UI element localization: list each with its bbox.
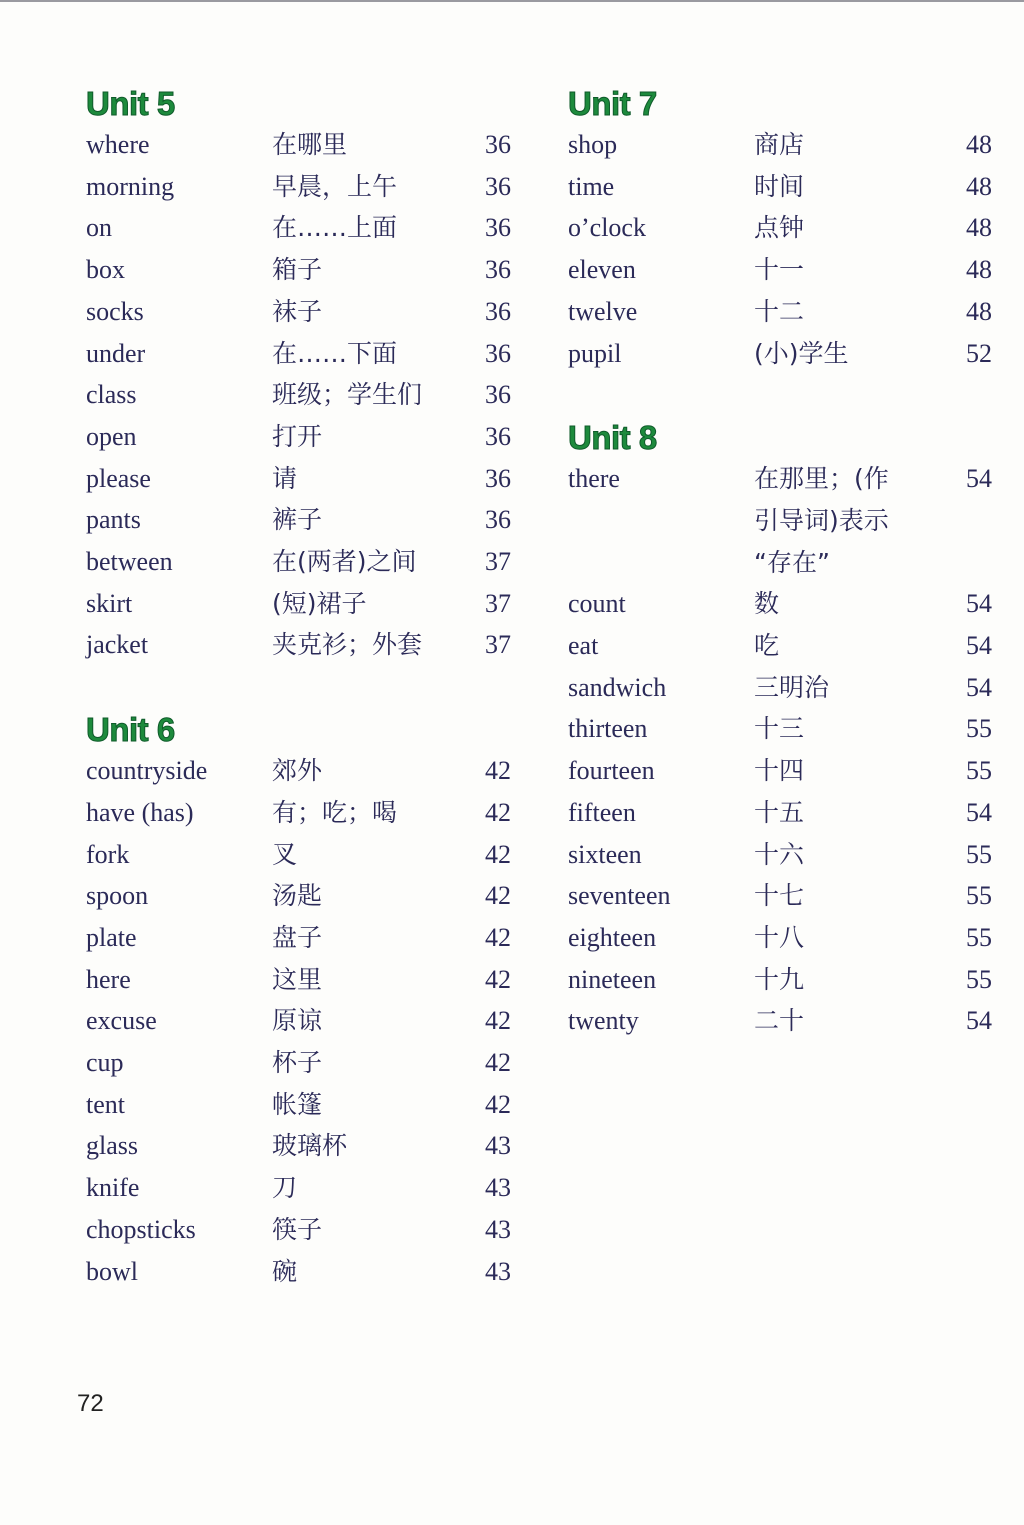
unit-heading: Unit 7: [568, 85, 657, 122]
chinese-meaning: [272, 166, 471, 208]
vocab-entry: [86, 249, 511, 291]
english-word: bowl: [86, 1256, 138, 1286]
page-ref: 54: [966, 631, 992, 661]
english-word: socks: [86, 296, 144, 326]
vocab-entry: [568, 583, 992, 625]
vocab-entry: [86, 291, 511, 333]
vocab-entry: [86, 124, 511, 166]
page-ref: 43: [485, 1173, 511, 1203]
english-word: seventeen: [568, 881, 671, 911]
page-ref: 42: [485, 1006, 511, 1036]
page-ref: 36: [485, 213, 511, 243]
page-ref: 36: [485, 463, 511, 493]
right-column: [568, 84, 992, 1042]
english-word: on: [86, 213, 112, 243]
english-word: count: [568, 589, 626, 619]
chinese-meaning: [754, 333, 952, 375]
vocab-entry: [568, 207, 992, 249]
english-word: twelve: [568, 296, 638, 326]
english-word: between: [86, 547, 173, 577]
chinese-meaning: [754, 959, 952, 1001]
page-ref: 55: [966, 714, 992, 744]
page-ref: 36: [485, 296, 511, 326]
chinese-meaning: [754, 458, 952, 583]
vocab-entry: [86, 583, 511, 625]
page-ref: 36: [485, 171, 511, 201]
english-word: jacket: [86, 630, 149, 660]
chinese-meaning: [754, 875, 952, 917]
meaning-line: 盘子: [272, 922, 323, 952]
chinese-meaning: [272, 458, 471, 500]
vocab-entry: [568, 249, 992, 291]
meaning-line: 十九: [754, 964, 805, 994]
english-word: morning: [86, 171, 175, 201]
page-ref: 42: [485, 1048, 511, 1078]
english-word: fifteen: [568, 797, 636, 827]
chinese-meaning: [272, 624, 471, 666]
english-word: have (has): [86, 797, 194, 827]
english-word: twenty: [568, 1006, 639, 1036]
vocab-entry: [86, 1167, 511, 1209]
meaning-line: 帐篷: [272, 1089, 323, 1119]
vocab-entry: [568, 166, 992, 208]
vocab-entry: [568, 333, 992, 375]
vocab-entry: [86, 834, 511, 876]
meaning-line: 打开: [272, 421, 323, 451]
page-ref: 48: [966, 213, 992, 243]
english-word: eat: [568, 631, 599, 661]
english-word: eighteen: [568, 922, 657, 952]
english-word: sixteen: [568, 839, 642, 869]
vocab-entry: [86, 166, 511, 208]
unit-heading: Unit 8: [568, 419, 657, 457]
page-number: 72: [77, 1390, 104, 1417]
vocab-entry: [568, 458, 992, 583]
chinese-meaning: [754, 917, 952, 959]
chinese-meaning: [754, 291, 952, 333]
vocab-entry: [86, 1125, 511, 1167]
english-word: please: [86, 463, 151, 493]
chinese-meaning: [272, 374, 471, 416]
page-ref: 43: [485, 1256, 511, 1286]
chinese-meaning: [754, 124, 952, 166]
meaning-line: 杯子: [272, 1048, 323, 1078]
meaning-line: 班级；学生们: [272, 380, 423, 410]
page-ref: 36: [485, 380, 511, 410]
chinese-meaning: [272, 792, 471, 834]
page-ref: 37: [485, 588, 511, 618]
chinese-meaning: [272, 1209, 471, 1251]
chinese-meaning: [272, 583, 471, 625]
vocab-entry: [86, 792, 511, 834]
english-word: excuse: [86, 1006, 157, 1036]
page-ref: 48: [966, 255, 992, 285]
chinese-meaning: [272, 541, 471, 583]
page-ref: 43: [485, 1214, 511, 1244]
vocab-entry: [86, 207, 511, 249]
english-word: fourteen: [568, 756, 655, 786]
english-word: nineteen: [568, 964, 657, 994]
chinese-meaning: [754, 1000, 952, 1042]
english-word: plate: [86, 922, 137, 952]
page-ref: 43: [485, 1131, 511, 1161]
chinese-meaning: [272, 750, 471, 792]
vocab-entry: [568, 792, 992, 834]
vocab-entry: [568, 708, 992, 750]
page-ref: 36: [485, 338, 511, 368]
page-ref: 36: [485, 255, 511, 285]
vocab-entry: [86, 959, 511, 1001]
unit-heading: Unit 6: [86, 711, 175, 749]
meaning-line: (小)学生: [754, 338, 849, 368]
vocab-entry: [86, 1042, 511, 1084]
page-ref: 54: [966, 797, 992, 827]
meaning-line: 叉: [272, 839, 298, 869]
meaning-line: 十四: [754, 756, 805, 786]
meaning-line: 商店: [754, 130, 805, 159]
meaning-line: 点钟: [754, 213, 805, 243]
page-ref: 42: [485, 964, 511, 994]
chinese-meaning: [754, 583, 952, 625]
page-ref: 55: [966, 756, 992, 786]
page-ref: 42: [485, 797, 511, 827]
meaning-line: 筷子: [272, 1214, 323, 1244]
vocab-entry: [568, 875, 992, 917]
vocab-entry: [568, 667, 992, 709]
meaning-line: 十七: [754, 881, 805, 911]
page-ref: 36: [485, 130, 511, 159]
chinese-meaning: [272, 1125, 471, 1167]
meaning-line: 二十: [754, 1006, 805, 1036]
meaning-line: 十一: [754, 255, 805, 285]
meaning-line: 有；吃；喝: [272, 797, 398, 827]
english-word: o’clock: [568, 213, 646, 243]
english-word: time: [568, 171, 615, 201]
english-word: under: [86, 338, 146, 368]
vocab-entry: [86, 750, 511, 792]
chinese-meaning: [272, 834, 471, 876]
left-column: [86, 84, 511, 1292]
english-word: glass: [86, 1131, 138, 1161]
chinese-meaning: [272, 917, 471, 959]
chinese-meaning: [272, 959, 471, 1001]
page-ref: 42: [485, 756, 511, 786]
vocab-entry: [86, 624, 511, 666]
english-word: chopsticks: [86, 1214, 196, 1244]
english-word: there: [568, 464, 620, 494]
english-word: box: [86, 255, 125, 285]
english-word: where: [86, 130, 150, 159]
english-word: spoon: [86, 881, 149, 911]
meaning-line: 夹克衫；外套: [272, 630, 423, 660]
vocab-entry: [86, 875, 511, 917]
meaning-line: 数: [754, 589, 780, 619]
chinese-meaning: [272, 249, 471, 291]
meaning-line: 刀: [272, 1173, 298, 1203]
page-ref: 52: [966, 338, 992, 368]
page-ref: 55: [966, 839, 992, 869]
meaning-line: 玻璃杯: [272, 1131, 348, 1161]
meaning-line: 三明治: [754, 672, 830, 702]
page-ref: 55: [966, 964, 992, 994]
page-ref: 48: [966, 130, 992, 159]
chinese-meaning: [272, 333, 471, 375]
vocab-entry: [86, 541, 511, 583]
chinese-meaning: [754, 249, 952, 291]
chinese-meaning: [272, 499, 471, 541]
english-word: cup: [86, 1048, 124, 1078]
english-word: pants: [86, 505, 141, 535]
vocab-entry: [86, 1000, 511, 1042]
vocab-entry: [86, 458, 511, 500]
meaning-line: 十五: [754, 797, 805, 827]
english-word: countryside: [86, 756, 208, 786]
chinese-meaning: [754, 834, 952, 876]
vocab-entry: [86, 416, 511, 458]
chinese-meaning: [272, 1167, 471, 1209]
chinese-meaning: [754, 207, 952, 249]
meaning-line: 请: [272, 463, 298, 493]
english-word: shop: [568, 130, 618, 159]
meaning-line: 十三: [754, 714, 805, 744]
chinese-meaning: [754, 750, 952, 792]
chinese-meaning: [754, 166, 952, 208]
chinese-meaning: [754, 667, 952, 709]
chinese-meaning: [272, 1084, 471, 1126]
meaning-line: 箱子: [272, 255, 323, 285]
meaning-line: 这里: [272, 964, 323, 994]
meaning-line: 在哪里: [272, 130, 348, 159]
english-word: thirteen: [568, 714, 648, 744]
chinese-meaning: [272, 416, 471, 458]
meaning-line: 汤匙: [272, 881, 323, 911]
meaning-line: 十六: [754, 839, 805, 869]
chinese-meaning: [272, 1000, 471, 1042]
page-ref: 36: [485, 505, 511, 535]
vocab-entry: [86, 1251, 511, 1293]
chinese-meaning: [754, 708, 952, 750]
vocab-entry: [568, 750, 992, 792]
page-ref: 42: [485, 922, 511, 952]
english-word: sandwich: [568, 672, 667, 702]
chinese-meaning: [272, 291, 471, 333]
vocab-entry: [86, 374, 511, 416]
vocab-entry: [86, 917, 511, 959]
meaning-line: 吃: [754, 631, 780, 661]
english-word: eleven: [568, 255, 636, 285]
page-ref: 42: [485, 1089, 511, 1119]
english-word: knife: [86, 1173, 140, 1203]
vocab-entry: [568, 124, 992, 166]
english-word: here: [86, 964, 131, 994]
page-ref: 54: [966, 1006, 992, 1036]
page-edge: [0, 0, 1024, 2]
english-word: skirt: [86, 588, 133, 618]
meaning-line: 在(两者)之间: [272, 547, 417, 577]
page-ref: 42: [485, 881, 511, 911]
page-ref: 55: [966, 922, 992, 952]
chinese-meaning: [272, 1251, 471, 1293]
vocab-entry: [568, 917, 992, 959]
page-ref: 48: [966, 296, 992, 326]
vocab-entry: [568, 1000, 992, 1042]
meaning-line: 时间: [754, 171, 805, 201]
meaning-line: “存在”: [754, 547, 830, 577]
unit-heading: Unit 5: [86, 85, 175, 122]
vocab-entry: [568, 291, 992, 333]
vocab-entry: [86, 499, 511, 541]
vocab-entry: [86, 1084, 511, 1126]
vocab-entry: [86, 333, 511, 375]
page-ref: 48: [966, 171, 992, 201]
meaning-line: 原谅: [272, 1006, 323, 1036]
meaning-line: 袜子: [272, 296, 323, 326]
meaning-line: 在……上面: [272, 213, 398, 243]
page-ref: 54: [966, 589, 992, 619]
vocab-entry: [568, 959, 992, 1001]
english-word: open: [86, 421, 137, 451]
meaning-line: 郊外: [272, 756, 323, 786]
vocab-entry: [86, 1209, 511, 1251]
english-word: fork: [86, 839, 130, 869]
page-ref: 37: [485, 547, 511, 577]
chinese-meaning: [272, 207, 471, 249]
english-word: tent: [86, 1089, 125, 1119]
page-ref: 55: [966, 881, 992, 911]
page-ref: 54: [966, 672, 992, 702]
meaning-line: 十二: [754, 296, 805, 326]
meaning-line: 裤子: [272, 505, 323, 535]
meaning-line: 在那里；(作: [754, 464, 889, 494]
meaning-line: 早晨，上午: [272, 171, 398, 201]
meaning-line: (短)裙子: [272, 588, 367, 618]
page-ref: 37: [485, 630, 511, 660]
page-ref: 54: [966, 464, 992, 494]
english-word: pupil: [568, 338, 622, 368]
chinese-meaning: [272, 1042, 471, 1084]
chinese-meaning: [754, 625, 952, 667]
vocab-entry: [568, 834, 992, 876]
meaning-line: 在……下面: [272, 338, 398, 368]
chinese-meaning: [272, 124, 471, 166]
meaning-line: 碗: [272, 1256, 298, 1286]
meaning-line: 引导词)表示: [754, 505, 889, 535]
chinese-meaning: [272, 875, 471, 917]
page-ref: 42: [485, 839, 511, 869]
meaning-line: 十八: [754, 922, 805, 952]
vocab-entry: [568, 625, 992, 667]
page-ref: 36: [485, 421, 511, 451]
english-word: class: [86, 380, 137, 410]
chinese-meaning: [754, 792, 952, 834]
